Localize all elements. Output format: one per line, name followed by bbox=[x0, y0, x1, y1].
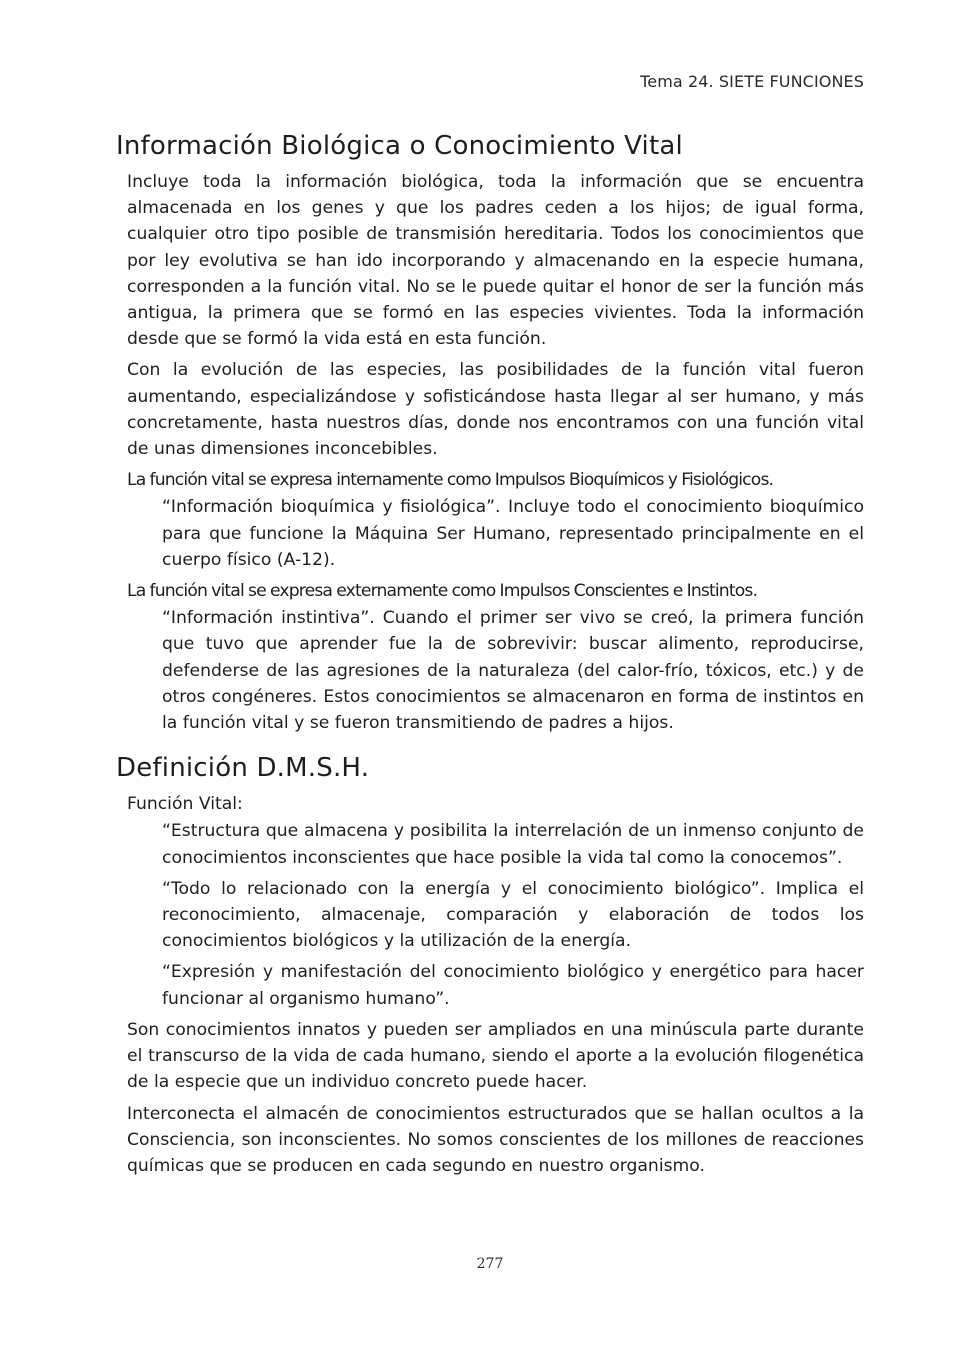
paragraph: Con la evolución de las especies, las posibilidades de la función vital fueron aumentando, especializándose y sofisticándose hasta llegar al ser humano, y más concretamente, hasta nuestros días, donde nos encontramos con una función vital de unas dimensiones inconcebibles. bbox=[127, 360, 864, 460]
definition-quote: “Expresión y manifestación del conocimiento biológico y energético para hacer funcionar al organismo humano”. bbox=[162, 962, 864, 1009]
expression-internal-intro: La función vital se expresa internamente como Impulsos Bioquímicos y Fisiológicos. bbox=[127, 470, 774, 491]
definition-quote: “Estructura que almacena y posibilita la interrelación de un inmenso conjunto de conocimientos inconscientes que hace posible la vida tal como la conocemos”. bbox=[162, 821, 864, 868]
running-header: Tema 24. SIETE FUNCIONES bbox=[640, 72, 864, 91]
paragraph: Son conocimientos innatos y pueden ser ampliados en una minúscula parte durante el transcurso de la vida de cada humano, siendo el aporte a la evolución filogenética de la especie que un individuo concreto puede hacer. bbox=[127, 1019, 864, 1093]
expression-external-intro: La función vital se expresa externamente como Impulsos Conscientes e Instintos. bbox=[127, 581, 758, 602]
expression-internal-text: “Información bioquímica y fisiológica”. Incluye todo el conocimiento bioquímico para que funcione la Máquina Ser Humano, representado principalmente en el cuerpo físico (A-12). bbox=[162, 497, 864, 570]
definition-quote: “Todo lo relacionado con la energía y el conocimiento biológico”. Implica el reconocimiento, almacenaje, comparación y elaboración de todos los conocimientos biológicos y la utilización de la energía. bbox=[162, 878, 864, 952]
expression-external-text: “Información instintiva”. Cuando el primer ser vivo se creó, la primera función que tuvo que aprender fue la de sobrevivir: buscar alimento, reproducirse, defenderse de las agresiones de la naturaleza (del calor-frío, tóxicos, etc.) y de otros congéneres. Estos conocimientos se almacenaron en forma de instintos en la función vital y se fueron transmitiendo de padres a hijos. bbox=[162, 608, 864, 734]
section-heading-definicion: Definición D.M.S.H. bbox=[116, 753, 370, 784]
paragraph: Incluye toda la información biológica, toda la información que se encuentra almacenada en los genes y que los padres ceden a los hijos; de igual forma, cualquier otro tipo posible de transmisión hereditaria. Todos los conocimientos que por ley evolutiva se han ido incorporando y almacenando en la especie humana, corresponden a la función vital. No se le puede quitar el honor de ser la función más antigua, la primera que se formó en las especies vivientes. Toda la información desde que se formó la vida está en esta función. bbox=[127, 172, 864, 350]
definition-label: Función Vital: bbox=[127, 794, 243, 815]
page-number: 277 bbox=[476, 1256, 504, 1272]
page-content bbox=[116, 128, 864, 1184]
section-heading-informacion-biologica: Información Biológica o Conocimiento Vital bbox=[116, 131, 683, 161]
paragraph: Interconecta el almacén de conocimientos estructurados que se hallan ocultos a la Consciencia, son inconscientes. No somos conscientes de los millones de reacciones químicas que se producen en cada segundo en nuestro organismo. bbox=[127, 1103, 864, 1176]
